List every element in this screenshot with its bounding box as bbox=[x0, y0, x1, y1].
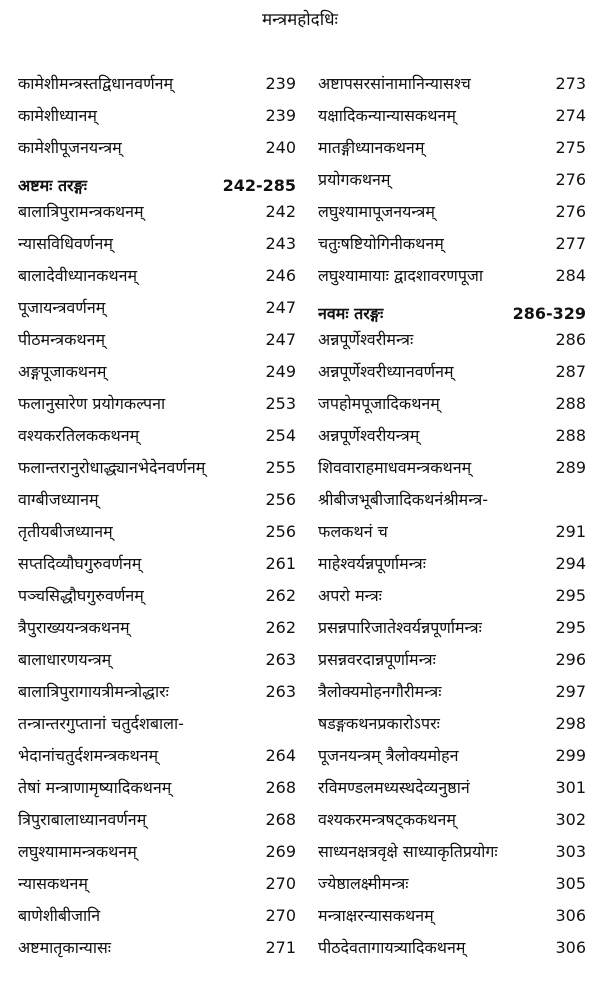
entry-page-number: 270 bbox=[265, 905, 296, 925]
toc-entry bbox=[318, 195, 586, 227]
entry-page-number: 255 bbox=[265, 457, 296, 477]
entry-title: बालात्रिपुरागायत्रीमन्त्रोद्धारः bbox=[18, 682, 169, 701]
entry-title: अङ्गपूजाकथनम् bbox=[18, 362, 107, 381]
entry-page-number: 298 bbox=[555, 713, 586, 733]
toc-entry bbox=[318, 99, 586, 131]
entry-page-number: 288 bbox=[555, 425, 586, 445]
entry-page-number: 243 bbox=[265, 233, 296, 253]
entry-page-number: 262 bbox=[265, 617, 296, 637]
entry-page-number: 239 bbox=[265, 105, 296, 125]
entry-page-number: 242-285 bbox=[222, 175, 296, 195]
entry-title: प्रसन्नवरदान्नपूर्णामन्त्रः bbox=[318, 650, 436, 669]
entry-title: पीठमन्त्रकथनम् bbox=[18, 330, 106, 349]
toc-entry bbox=[18, 419, 296, 451]
entry-page-number: 247 bbox=[265, 297, 296, 317]
entry-page-number: 270 bbox=[265, 873, 296, 893]
entry-page-number: 284 bbox=[555, 265, 586, 285]
entry-page-number: 254 bbox=[265, 425, 296, 445]
toc-entry bbox=[18, 131, 296, 163]
entry-page-number: 301 bbox=[555, 777, 586, 797]
entry-title: वाग्बीजध्यानम् bbox=[18, 490, 99, 509]
entry-title: कामेशीमन्त्रस्तद्विधानवर्णनम् bbox=[18, 74, 174, 93]
entry-title: प्रसन्नपारिजातेश्वर्यन्नपूर्णामन्त्रः bbox=[318, 618, 482, 637]
entry-page-number: 242 bbox=[265, 201, 296, 221]
entry-title: बालाधारणयन्त्रम् bbox=[18, 650, 112, 669]
entry-page-number: 295 bbox=[555, 617, 586, 637]
toc-entry bbox=[318, 163, 586, 195]
toc-entry bbox=[318, 803, 586, 835]
toc-entry bbox=[318, 835, 586, 867]
entry-page-number: 268 bbox=[265, 809, 296, 829]
toc-entry bbox=[18, 355, 296, 387]
entry-title: मन्त्राक्षरन्यासकथनम् bbox=[318, 906, 434, 925]
entry-title: लघुश्यामायाः द्वादशावरणपूजा bbox=[318, 266, 483, 285]
toc-entry bbox=[318, 579, 586, 611]
entry-title: फलानुसारेण प्रयोगकल्पना bbox=[18, 394, 166, 413]
entry-page-number: 297 bbox=[555, 681, 586, 701]
toc-entry bbox=[18, 67, 296, 99]
entry-page-number: 261 bbox=[265, 553, 296, 573]
entry-title: साध्यनक्षत्रवृक्षे साध्याकृतिप्रयोगः bbox=[318, 842, 498, 861]
entry-title: वश्यकरमन्त्रषट्ककथनम् bbox=[318, 810, 456, 829]
entry-page-number: 288 bbox=[555, 393, 586, 413]
entry-title: त्रिपुराबालाध्यानवर्णनम् bbox=[18, 810, 147, 829]
toc-entry bbox=[18, 99, 296, 131]
entry-page-number: 240 bbox=[265, 137, 296, 157]
entry-title: पीठदेवतागायत्र्यादिकथनम् bbox=[318, 938, 466, 957]
entry-page-number: 286 bbox=[555, 329, 586, 349]
entry-title: भेदानांचतुर्दशमन्त्रकथनम् bbox=[18, 746, 159, 765]
entry-title: बाणेशीबीजानि bbox=[18, 906, 101, 925]
toc-entry bbox=[318, 867, 586, 899]
entry-page-number: 274 bbox=[555, 105, 586, 125]
entry-page-number: 276 bbox=[555, 169, 586, 189]
toc-entry bbox=[318, 643, 586, 675]
entry-title: तन्त्रान्तरगुप्तानां चतुर्दशबाला- bbox=[18, 714, 184, 733]
toc-entry bbox=[18, 899, 296, 931]
entry-page-number: 276 bbox=[555, 201, 586, 221]
entry-page-number: 295 bbox=[555, 585, 586, 605]
toc-entry bbox=[18, 195, 296, 227]
toc-entry bbox=[18, 579, 296, 611]
toc-entry bbox=[18, 611, 296, 643]
toc-entry bbox=[18, 259, 296, 291]
entry-page-number: 277 bbox=[555, 233, 586, 253]
entry-title: शिववाराहमाधवमन्त्रकथनम् bbox=[318, 458, 472, 477]
entry-title: पूजायन्त्रवर्णनम् bbox=[18, 298, 106, 317]
entry-page-number: 263 bbox=[265, 681, 296, 701]
toc-entry bbox=[18, 451, 296, 483]
entry-title: जपहोमपूजादिकथनम् bbox=[318, 394, 440, 413]
toc-entry bbox=[318, 931, 586, 963]
entry-title: अन्नपूर्णेश्वरीमन्त्रः bbox=[318, 330, 414, 349]
toc-entry bbox=[318, 899, 586, 931]
toc-entry bbox=[18, 867, 296, 899]
toc-entry bbox=[318, 131, 586, 163]
entry-title: फलान्तरानुरोधाद्ध्यानभेदेनवर्णनम् bbox=[18, 458, 206, 477]
entry-title: अन्नपूर्णेश्वरीध्यानवर्णनम् bbox=[318, 362, 454, 381]
entry-title: वश्यकरतिलककथनम् bbox=[18, 426, 140, 445]
running-header: मन्त्रमहोदधिः bbox=[262, 10, 338, 30]
entry-page-number: 256 bbox=[265, 521, 296, 541]
toc-entry bbox=[318, 515, 586, 547]
toc-entry bbox=[318, 387, 586, 419]
entry-title: न्यासविधिवर्णनम् bbox=[18, 234, 113, 253]
entry-page-number: 299 bbox=[555, 745, 586, 765]
toc-entry bbox=[18, 707, 296, 739]
entry-title: पञ्चसिद्धौघगुरुवर्णनम् bbox=[18, 586, 144, 605]
toc-entry bbox=[318, 707, 586, 739]
toc-entry bbox=[318, 771, 586, 803]
entry-title: अष्टमः तरङ्गः bbox=[18, 176, 87, 195]
entry-title: कामेशीध्यानम् bbox=[18, 106, 97, 125]
toc-entry bbox=[18, 803, 296, 835]
entry-page-number: 306 bbox=[555, 937, 586, 957]
toc-entry bbox=[18, 483, 296, 515]
entry-title: अष्टापसरसांनामानिन्यासश्च bbox=[318, 74, 471, 93]
toc-entry bbox=[318, 323, 586, 355]
toc-entry bbox=[318, 227, 586, 259]
toc-entry bbox=[18, 547, 296, 579]
entry-title: फलकथनं च bbox=[318, 522, 388, 541]
entry-title: पूजनयन्त्रम् त्रैलोक्यमोहन bbox=[318, 746, 459, 765]
entry-page-number: 306 bbox=[555, 905, 586, 925]
entry-page-number: 271 bbox=[265, 937, 296, 957]
entry-title: रविमण्डलमध्यस्थदेव्यनुष्ठानं bbox=[318, 778, 470, 797]
entry-title: षडङ्गकथनप्रकारोऽपरः bbox=[318, 714, 440, 733]
toc-entry bbox=[18, 771, 296, 803]
entry-title: अपरो मन्त्रः bbox=[318, 586, 382, 605]
entry-title: प्रयोगकथनम् bbox=[318, 170, 391, 189]
toc-entry bbox=[318, 547, 586, 579]
entry-title: कामेशीपूजनयन्त्रम् bbox=[18, 138, 122, 157]
entry-title: त्रैपुराख्ययन्त्रकथनम् bbox=[18, 618, 130, 637]
entry-title: लघुश्यामामन्त्रकथनम् bbox=[18, 842, 137, 861]
entry-page-number: 302 bbox=[555, 809, 586, 829]
entry-title: ज्येष्ठालक्ष्मीमन्त्रः bbox=[318, 874, 409, 893]
entry-page-number: 239 bbox=[265, 73, 296, 93]
entry-title: बालात्रिपुरामन्त्रकथनम् bbox=[18, 202, 144, 221]
entry-page-number: 303 bbox=[555, 841, 586, 861]
toc-entry bbox=[18, 931, 296, 963]
entry-page-number: 289 bbox=[555, 457, 586, 477]
toc-entry bbox=[18, 387, 296, 419]
toc-entry bbox=[318, 483, 586, 515]
entry-title: बालादेवीध्यानकथनम् bbox=[18, 266, 138, 285]
toc-entry bbox=[18, 643, 296, 675]
entry-page-number: 268 bbox=[265, 777, 296, 797]
toc-entry bbox=[18, 739, 296, 771]
toc-entry bbox=[318, 355, 586, 387]
toc-entry bbox=[318, 67, 586, 99]
entry-title: चतुःषष्टियोगिनीकथनम् bbox=[318, 234, 444, 253]
entry-title: अन्नपूर्णेश्वरीयन्त्रम् bbox=[318, 426, 420, 445]
entry-page-number: 246 bbox=[265, 265, 296, 285]
entry-title: नवमः तरङ्गः bbox=[318, 304, 384, 323]
entry-page-number: 305 bbox=[555, 873, 586, 893]
entry-page-number: 263 bbox=[265, 649, 296, 669]
entry-title: अष्टमातृकान्यासः bbox=[18, 938, 112, 957]
toc-entry bbox=[318, 451, 586, 483]
toc-entry bbox=[318, 259, 586, 291]
entry-title: यक्षादिकन्यान्यासकथनम् bbox=[318, 106, 456, 125]
entry-page-number: 253 bbox=[265, 393, 296, 413]
toc-entry bbox=[18, 323, 296, 355]
toc-entry bbox=[318, 739, 586, 771]
entry-title: लघुश्यामापूजनयन्त्रम् bbox=[318, 202, 435, 221]
entry-page-number: 291 bbox=[555, 521, 586, 541]
toc-entry bbox=[18, 227, 296, 259]
entry-page-number: 294 bbox=[555, 553, 586, 573]
entry-title: सप्तदिव्यौघगुरुवर्णनम् bbox=[18, 554, 142, 573]
entry-page-number: 256 bbox=[265, 489, 296, 509]
entry-title: तेषां मन्त्राणामृष्यादिकथनम् bbox=[18, 778, 172, 797]
toc-entry bbox=[318, 419, 586, 451]
toc-entry bbox=[18, 675, 296, 707]
entry-page-number: 269 bbox=[265, 841, 296, 861]
entry-page-number: 262 bbox=[265, 585, 296, 605]
entry-title: त्रैलोक्यमोहनगौरीमन्त्रः bbox=[318, 682, 442, 701]
entry-page-number: 296 bbox=[555, 649, 586, 669]
entry-page-number: 286-329 bbox=[512, 303, 586, 323]
entry-page-number: 247 bbox=[265, 329, 296, 349]
entry-title: न्यासकथनम् bbox=[18, 874, 88, 893]
toc-entry bbox=[18, 291, 296, 323]
entry-title: मातङ्गीध्यानकथनम् bbox=[318, 138, 425, 157]
toc-entry bbox=[18, 515, 296, 547]
entry-page-number: 287 bbox=[555, 361, 586, 381]
entry-page-number: 264 bbox=[265, 745, 296, 765]
toc-entry bbox=[18, 835, 296, 867]
entry-title: श्रीबीजभूबीजादिकथनंश्रीमन्त्र- bbox=[318, 490, 489, 509]
entry-page-number: 273 bbox=[555, 73, 586, 93]
entry-page-number: 275 bbox=[555, 137, 586, 157]
entry-title: तृतीयबीजध्यानम् bbox=[18, 522, 113, 541]
toc-entry bbox=[318, 675, 586, 707]
toc-entry bbox=[318, 611, 586, 643]
entry-title: माहेश्वर्यन्नपूर्णामन्त्रः bbox=[318, 554, 426, 573]
entry-page-number: 249 bbox=[265, 361, 296, 381]
